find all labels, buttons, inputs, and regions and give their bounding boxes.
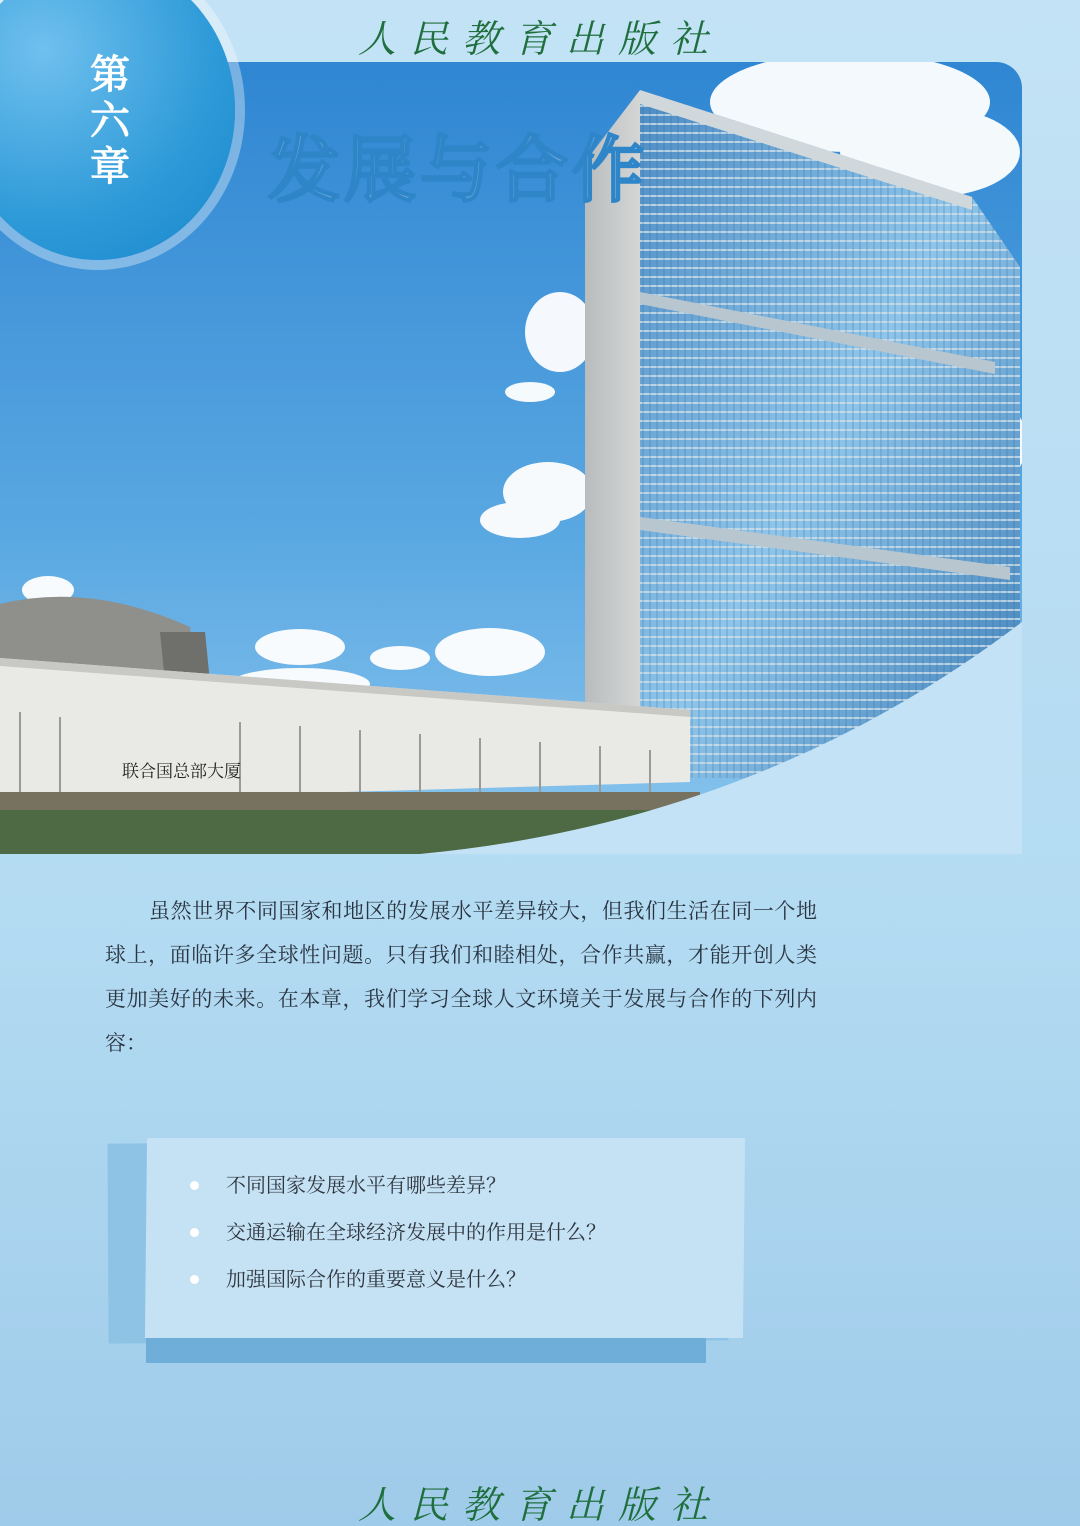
bullet-icon <box>190 1275 199 1284</box>
question-box-base <box>146 1335 706 1363</box>
intro-paragraph: 虽然世界不同国家和地区的发展水平差异较大，但我们生活在同一个地球上，面临许多全球性问题。只有我们和睦相处，合作共赢，才能开创人类更加美好的未来。在本章，我们学习全球人文环境关于发展与合作的下列内容： <box>105 899 817 1055</box>
question-text: 加强国际合作的重要意义是什么？ <box>226 1267 526 1291</box>
photo-caption: 联合国总部大厦 <box>122 762 241 782</box>
publisher-logo-bottom: 人民教育出版社 <box>357 1483 722 1526</box>
publisher-logo-top: 人民教育出版社 <box>357 17 722 61</box>
bullet-icon <box>190 1228 199 1237</box>
chapter-title: 发展与合作 <box>268 127 649 212</box>
chapter-number: 第六章 <box>90 51 130 190</box>
list-item <box>190 1162 606 1209</box>
question-text: 不同国家发展水平有哪些差异？ <box>226 1173 506 1197</box>
bullet-icon <box>190 1181 199 1190</box>
list-item <box>190 1256 606 1303</box>
question-list <box>190 1162 606 1303</box>
question-text: 交通运输在全球经济发展中的作用是什么？ <box>226 1220 606 1244</box>
list-item <box>190 1209 606 1256</box>
